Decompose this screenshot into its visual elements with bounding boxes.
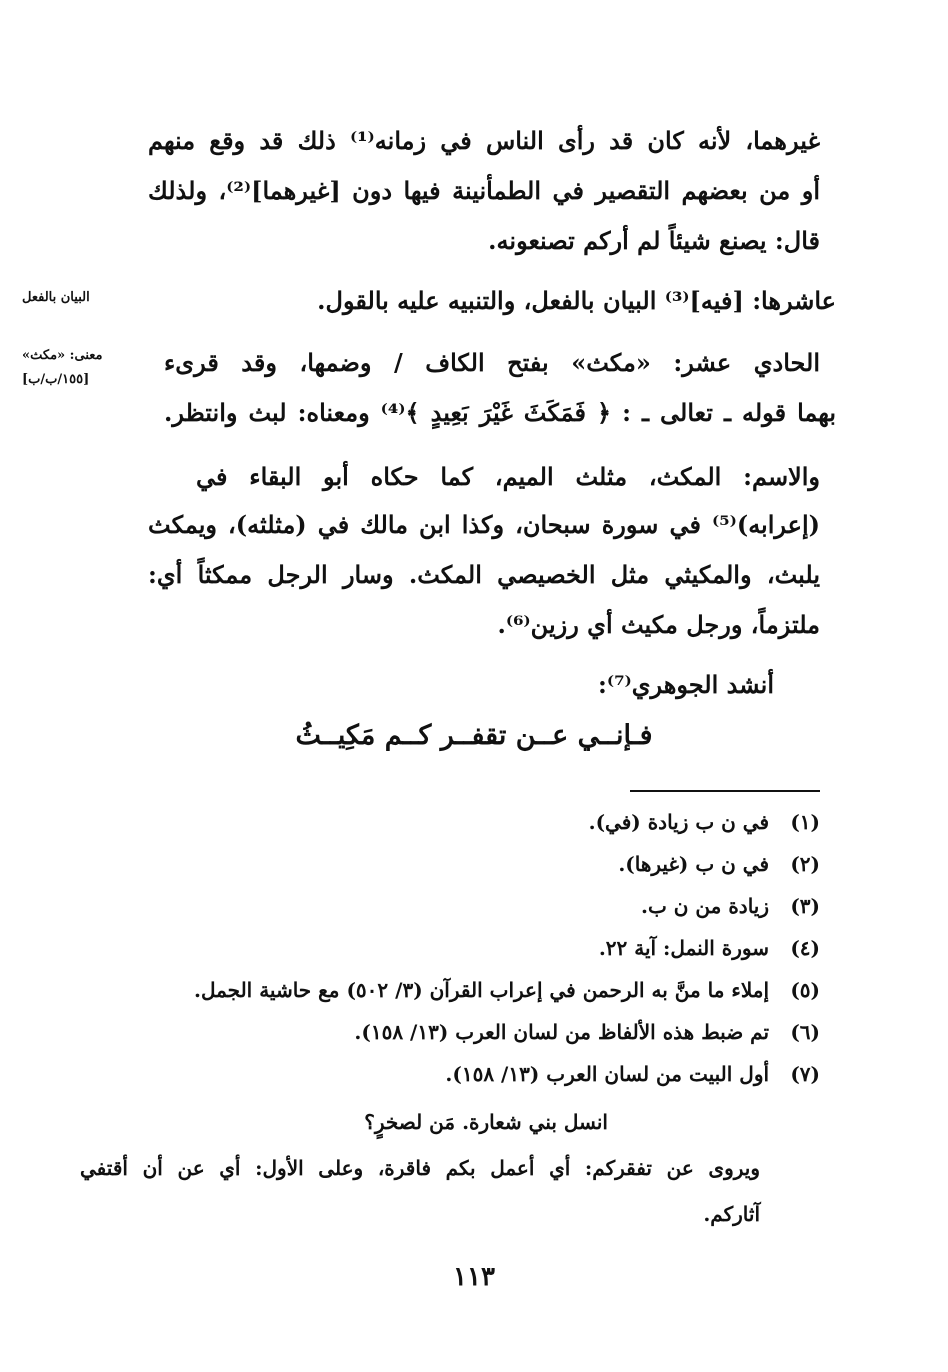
footnote-text: زيادة من ن ب. [641, 894, 770, 918]
body-line: يلبث، والمكيثي مثل الخصيصي المكث. وسار الرجل ممكثاً أي: [148, 560, 820, 589]
footnote-number: (٤) [790, 936, 820, 960]
footnote [140, 1014, 820, 1050]
footnote-continuation: انسل بني شعارة. مَن لصخرٍ؟ [364, 1110, 608, 1134]
body-line: والاسم: المكث، مثلث الميم، كما حكاه أبو البقاء في [196, 462, 820, 491]
margin-note: البيان بالفعل [22, 290, 90, 305]
footnote-number: (١) [790, 810, 820, 834]
body-line: أنشد الجوهري⁽⁷⁾: [598, 670, 774, 699]
footnote-text: أول البيت من لسان العرب (١٣/ ١٥٨). [445, 1062, 770, 1086]
footnote [140, 888, 820, 924]
body-line: (إعرابه)⁽⁵⁾ في سورة سبحان، وكذا ابن مالك في (مثلثه)، ويمكث [148, 510, 820, 539]
page-number: ١١٣ [453, 1262, 495, 1292]
body-line: بهما قوله ـ تعالى ـ : ﴿ فَمَكَثَ غَيْرَ بَعِيدٍ ﴾⁽⁴⁾ ومعناه: لبث وانتظر. [164, 398, 837, 427]
body-line: عاشرها: [فيه]⁽³⁾ البيان بالفعل، والتنبيه عليه بالقول. [317, 286, 836, 315]
footnote [140, 930, 820, 966]
footnote-number: (٧) [790, 1062, 820, 1086]
footnote-number: (٥) [790, 978, 820, 1002]
footnote-number: (٢) [790, 852, 820, 876]
footnote [140, 1056, 820, 1092]
footnote [140, 804, 820, 840]
margin-note: معنى: «مكث» [22, 348, 103, 363]
margin-note: [١٥٥/ب/ب] [22, 372, 90, 387]
footnote-text: تم ضبط هذه الألفاظ من لسان العرب (١٣/ ١٥٨). [354, 1020, 770, 1044]
footnote-separator [630, 790, 820, 792]
footnote [140, 846, 820, 882]
body-line: الحادي عشر: «مكث» بفتح الكاف / وضمها، وقد قرىء [164, 348, 820, 377]
body-line: أو من بعضهم التقصير في الطمأنينة فيها دون [غيرهما]⁽²⁾، ولذلك [148, 176, 820, 205]
footnote-text: في ن ب (غيرها). [618, 852, 770, 876]
body-line: ملتزماً، ورجل مكيث أي رزين⁽⁶⁾. [497, 610, 820, 639]
footnote-continuation: ويروى عن تفقركم: أي أعمل بكم فاقرة، وعلى الأول: أي عن أن أقتفي [80, 1156, 760, 1180]
footnote [140, 972, 820, 1008]
footnote-continuation: آثاركم. [703, 1202, 760, 1226]
footnote-number: (٣) [790, 894, 820, 918]
body-line: غيرهما، لأنه كان قد رأى الناس في زمانه⁽¹⁾ ذلك قد وقع منهم [148, 126, 820, 155]
poetry-verse: فـإنــي عــن تقفــر كــم مَكِيــثُ [295, 720, 653, 751]
footnote-text: إملاء ما منَّ به الرحمن في إعراب القرآن (٣/ ٥٠٢) مع حاشية الجمل. [194, 978, 770, 1002]
footnote-number: (٦) [790, 1020, 820, 1044]
footnote-text: في ن ب زيادة (في). [588, 810, 770, 834]
footnote-text: سورة النمل: آية ٢٢. [598, 936, 770, 960]
body-line: قال: يصنع شيئاً لم أركم تصنعونه. [488, 226, 820, 255]
